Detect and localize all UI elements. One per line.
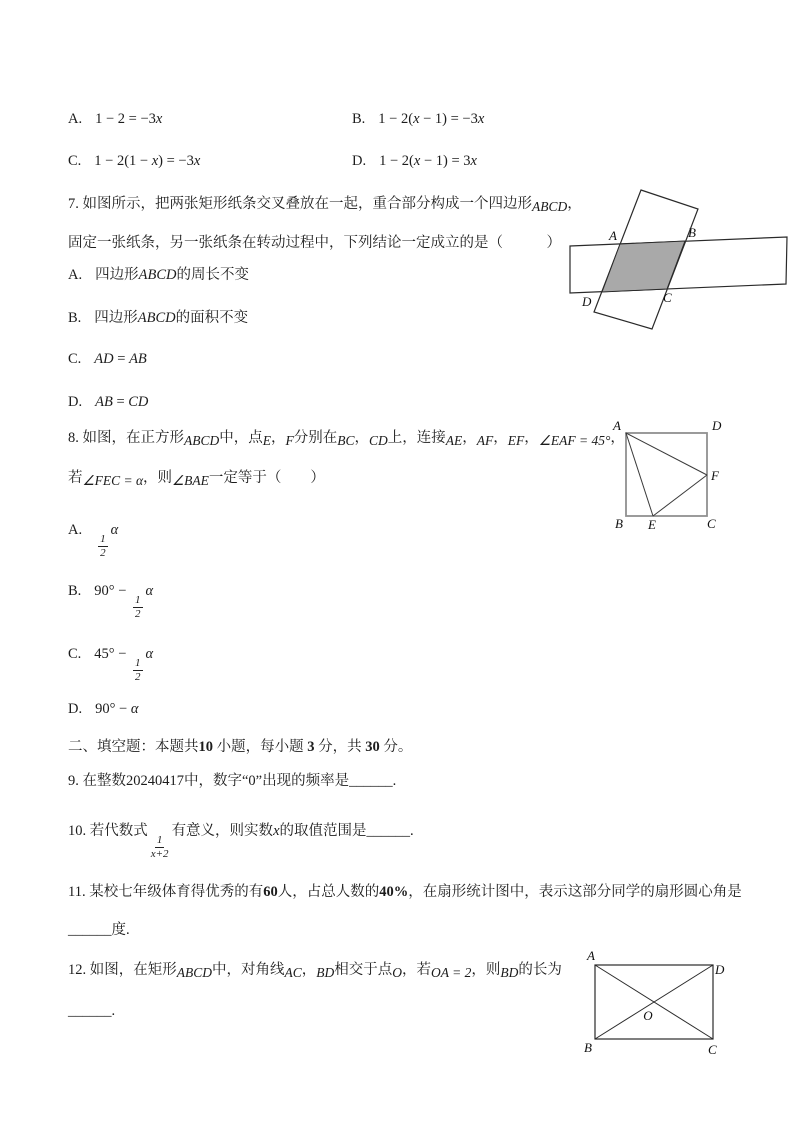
text-run: BD bbox=[316, 965, 335, 980]
question-7-option-d bbox=[68, 393, 148, 412]
text-run: 1 − 2( bbox=[378, 111, 414, 127]
text-run: A. bbox=[68, 522, 83, 538]
vertex-label-f: F bbox=[711, 468, 719, 483]
text-run: AB bbox=[129, 351, 147, 367]
text-run: 中，对角线 bbox=[212, 962, 285, 978]
text-run: ABCD bbox=[184, 433, 220, 448]
text-run: 8. 如图，在正方形 bbox=[68, 430, 184, 446]
text-run: α bbox=[145, 646, 154, 662]
text-run: 上，连接 bbox=[387, 430, 446, 446]
text-run: CD bbox=[369, 433, 388, 448]
vertex-label-d: D bbox=[712, 418, 722, 433]
question-12-text-line-1 bbox=[68, 960, 562, 980]
text-run: CD bbox=[128, 394, 149, 410]
text-run: 相交于点 bbox=[334, 962, 393, 978]
text-run: 的周长不变 bbox=[176, 267, 249, 283]
text-run: ， bbox=[493, 430, 508, 446]
shaded-quadrilateral-abcd bbox=[602, 241, 685, 292]
text-run: ABCD bbox=[137, 310, 176, 326]
text-run: ， bbox=[524, 430, 539, 446]
text-run: 3 bbox=[307, 739, 315, 755]
text-run: 1 − 2 = −3 bbox=[95, 111, 156, 127]
question-8-option-b bbox=[68, 582, 153, 620]
text-run: x bbox=[273, 823, 280, 839]
text-run: ， bbox=[462, 430, 477, 446]
text-run: ______度. bbox=[68, 922, 130, 938]
section-2-header bbox=[68, 738, 412, 757]
text-run: 45° − bbox=[94, 646, 131, 662]
question-9-text bbox=[68, 772, 396, 791]
text-run: D. bbox=[352, 153, 367, 169]
text-run: 1 − 2(1 − bbox=[94, 153, 152, 169]
text-run: 11. 某校七年级体育得优秀的有 bbox=[68, 884, 264, 900]
text-run: ， bbox=[271, 430, 286, 446]
text-run: ，则 bbox=[471, 962, 501, 978]
text-run: 的面积不变 bbox=[175, 310, 249, 326]
text-run: AD bbox=[94, 351, 114, 367]
vertex-label-a: A bbox=[587, 948, 595, 963]
text-run: 60 bbox=[263, 884, 278, 900]
text-run: C. bbox=[68, 646, 82, 662]
text-run: x bbox=[155, 111, 163, 127]
text-run: ∠FEC = α bbox=[82, 473, 144, 488]
question-7-text-line-1 bbox=[68, 194, 582, 214]
figure-q7-overlapping-strips bbox=[555, 180, 793, 330]
text-run: α bbox=[130, 701, 139, 717]
text-run: = bbox=[113, 351, 130, 367]
text-run: − 1) = 3 bbox=[420, 153, 471, 169]
text-run: 90° − bbox=[95, 701, 131, 717]
question-6-option-d bbox=[352, 152, 477, 171]
text-run: 9. 在整数20240417中，数字“0”出现的频率是______. bbox=[68, 773, 397, 789]
text-run: ，在扇形统计图中，表示这部分同学的扇形圆心角是 bbox=[408, 884, 742, 900]
question-6-option-c bbox=[68, 152, 200, 171]
text-run: x bbox=[477, 111, 485, 127]
vertex-label-d: D bbox=[715, 962, 725, 977]
vertex-label-c: C bbox=[708, 1042, 717, 1057]
vertex-label-b: B bbox=[615, 516, 623, 531]
text-run: 7. 如图所示，把两张矩形纸条交叉叠放在一起，重合部分构成一个四边形 bbox=[68, 196, 532, 212]
text-run: 10 bbox=[198, 739, 213, 755]
text-run: α bbox=[145, 583, 154, 599]
text-run: 四边形 bbox=[94, 310, 138, 326]
vertex-label-e: E bbox=[648, 517, 656, 532]
text-run: ， bbox=[610, 430, 625, 446]
question-7-option-b bbox=[68, 309, 248, 328]
text-run: D. bbox=[68, 701, 83, 717]
text-run: O bbox=[392, 965, 403, 980]
inline-fraction: $\frac{1}{x+2}$ bbox=[150, 834, 169, 860]
question-11-text-line-2 bbox=[68, 921, 130, 940]
question-10-text bbox=[68, 822, 414, 860]
text-run: ， bbox=[567, 196, 582, 212]
text-run: C. bbox=[68, 153, 82, 169]
text-run: A. bbox=[68, 267, 83, 283]
text-run: AC bbox=[284, 965, 302, 980]
text-run: ABCD bbox=[532, 199, 568, 214]
vertex-label-c: C bbox=[707, 516, 716, 531]
figure-q12-rectangle-diagonals bbox=[570, 940, 793, 1070]
text-run: 中，点 bbox=[219, 430, 263, 446]
text-run: x bbox=[413, 111, 420, 127]
text-run: 固定一张纸条，另一张纸条在转动过程中，下列结论一定成立的是（ ） bbox=[68, 235, 561, 251]
inline-fraction: $\frac{1}{2}$ bbox=[135, 657, 141, 683]
text-run: B. bbox=[352, 111, 366, 127]
question-11-text-line-1 bbox=[68, 883, 742, 902]
text-run: 分。 bbox=[379, 739, 413, 755]
text-run: ) = −3 bbox=[158, 153, 194, 169]
figure-q8-square-aef bbox=[555, 415, 793, 540]
vertex-label-d: D bbox=[582, 294, 592, 309]
text-run: A. bbox=[68, 111, 83, 127]
vertex-label-a: A bbox=[609, 228, 617, 243]
text-run: B. bbox=[68, 583, 82, 599]
text-run: = bbox=[112, 394, 129, 410]
inline-fraction: $\frac{1}{2}$ bbox=[135, 594, 141, 620]
text-run: 1 − 2( bbox=[379, 153, 414, 169]
segment-af bbox=[626, 433, 707, 475]
text-run: BD bbox=[500, 965, 519, 980]
text-run: 人，占总人数的 bbox=[277, 884, 380, 900]
text-run: x bbox=[413, 153, 421, 169]
text-run: 小题，每小题 bbox=[213, 739, 308, 755]
question-8-option-c bbox=[68, 645, 153, 683]
question-6-option-b bbox=[352, 110, 484, 129]
text-run: 90° − bbox=[94, 583, 131, 599]
vertex-label-c: C bbox=[663, 290, 672, 305]
text-run: ______. bbox=[68, 1003, 116, 1019]
text-run: AB bbox=[95, 394, 113, 410]
question-8-option-a bbox=[68, 521, 118, 559]
question-6-option-a bbox=[68, 110, 162, 129]
vertex-label-b: B bbox=[688, 225, 696, 240]
question-7-option-a bbox=[68, 266, 249, 285]
vertex-label-b: B bbox=[584, 1040, 592, 1055]
text-run: AF bbox=[476, 433, 494, 448]
text-run: E bbox=[262, 433, 271, 448]
text-run: D. bbox=[68, 394, 83, 410]
center-label-o: O bbox=[643, 1008, 653, 1023]
text-run: 一定等于（ ） bbox=[208, 470, 325, 486]
text-run: 分别在 bbox=[293, 430, 338, 446]
text-run: 12. 如图，在矩形 bbox=[68, 962, 177, 978]
question-8-option-d bbox=[68, 700, 138, 719]
text-run: 的长为 bbox=[518, 962, 562, 978]
text-run: 40% bbox=[379, 884, 409, 900]
text-run: F bbox=[285, 433, 294, 448]
text-run: 30 bbox=[365, 739, 380, 755]
text-run: 10. 若代数式 bbox=[68, 823, 148, 839]
text-run: B. bbox=[68, 310, 82, 326]
question-7-option-c bbox=[68, 350, 147, 369]
vertex-label-a: A bbox=[613, 418, 621, 433]
text-run: BC bbox=[337, 433, 355, 448]
text-run: ， bbox=[354, 430, 370, 446]
text-run: 有意义，则实数 bbox=[171, 823, 274, 839]
text-run: ，若 bbox=[402, 962, 432, 978]
square-abcd bbox=[626, 433, 707, 516]
question-7-text-line-2 bbox=[68, 234, 561, 253]
segment-ef bbox=[653, 475, 707, 516]
text-run: ABCD bbox=[138, 267, 177, 283]
text-run: EF bbox=[507, 433, 525, 448]
text-run: ，则 bbox=[143, 470, 173, 486]
text-run: AE bbox=[445, 433, 463, 448]
text-run: x bbox=[470, 153, 477, 169]
text-run: − 1) = −3 bbox=[419, 111, 478, 127]
text-run: x bbox=[151, 153, 159, 169]
text-run: α bbox=[110, 522, 119, 538]
text-run: 二、填空题：本题共 bbox=[68, 739, 199, 755]
text-run: 若 bbox=[68, 470, 83, 486]
question-8-text-line-1 bbox=[68, 428, 625, 448]
text-run: 分，共 bbox=[314, 739, 366, 755]
text-run: OA = 2 bbox=[431, 965, 472, 980]
text-run: 的取值范围是______. bbox=[279, 823, 414, 839]
text-run: ABCD bbox=[176, 965, 212, 980]
question-12-text-line-2 bbox=[68, 1002, 115, 1021]
text-run: ， bbox=[301, 962, 317, 978]
text-run: ∠BAE bbox=[172, 473, 209, 488]
text-run: x bbox=[193, 153, 201, 169]
text-run: C. bbox=[68, 351, 82, 367]
text-run: 四边形 bbox=[95, 267, 139, 283]
question-8-text-line-2 bbox=[68, 468, 325, 488]
text-run: ∠EAF = 45° bbox=[538, 433, 611, 448]
inline-fraction: $\frac{1}{2}$ bbox=[100, 533, 106, 559]
